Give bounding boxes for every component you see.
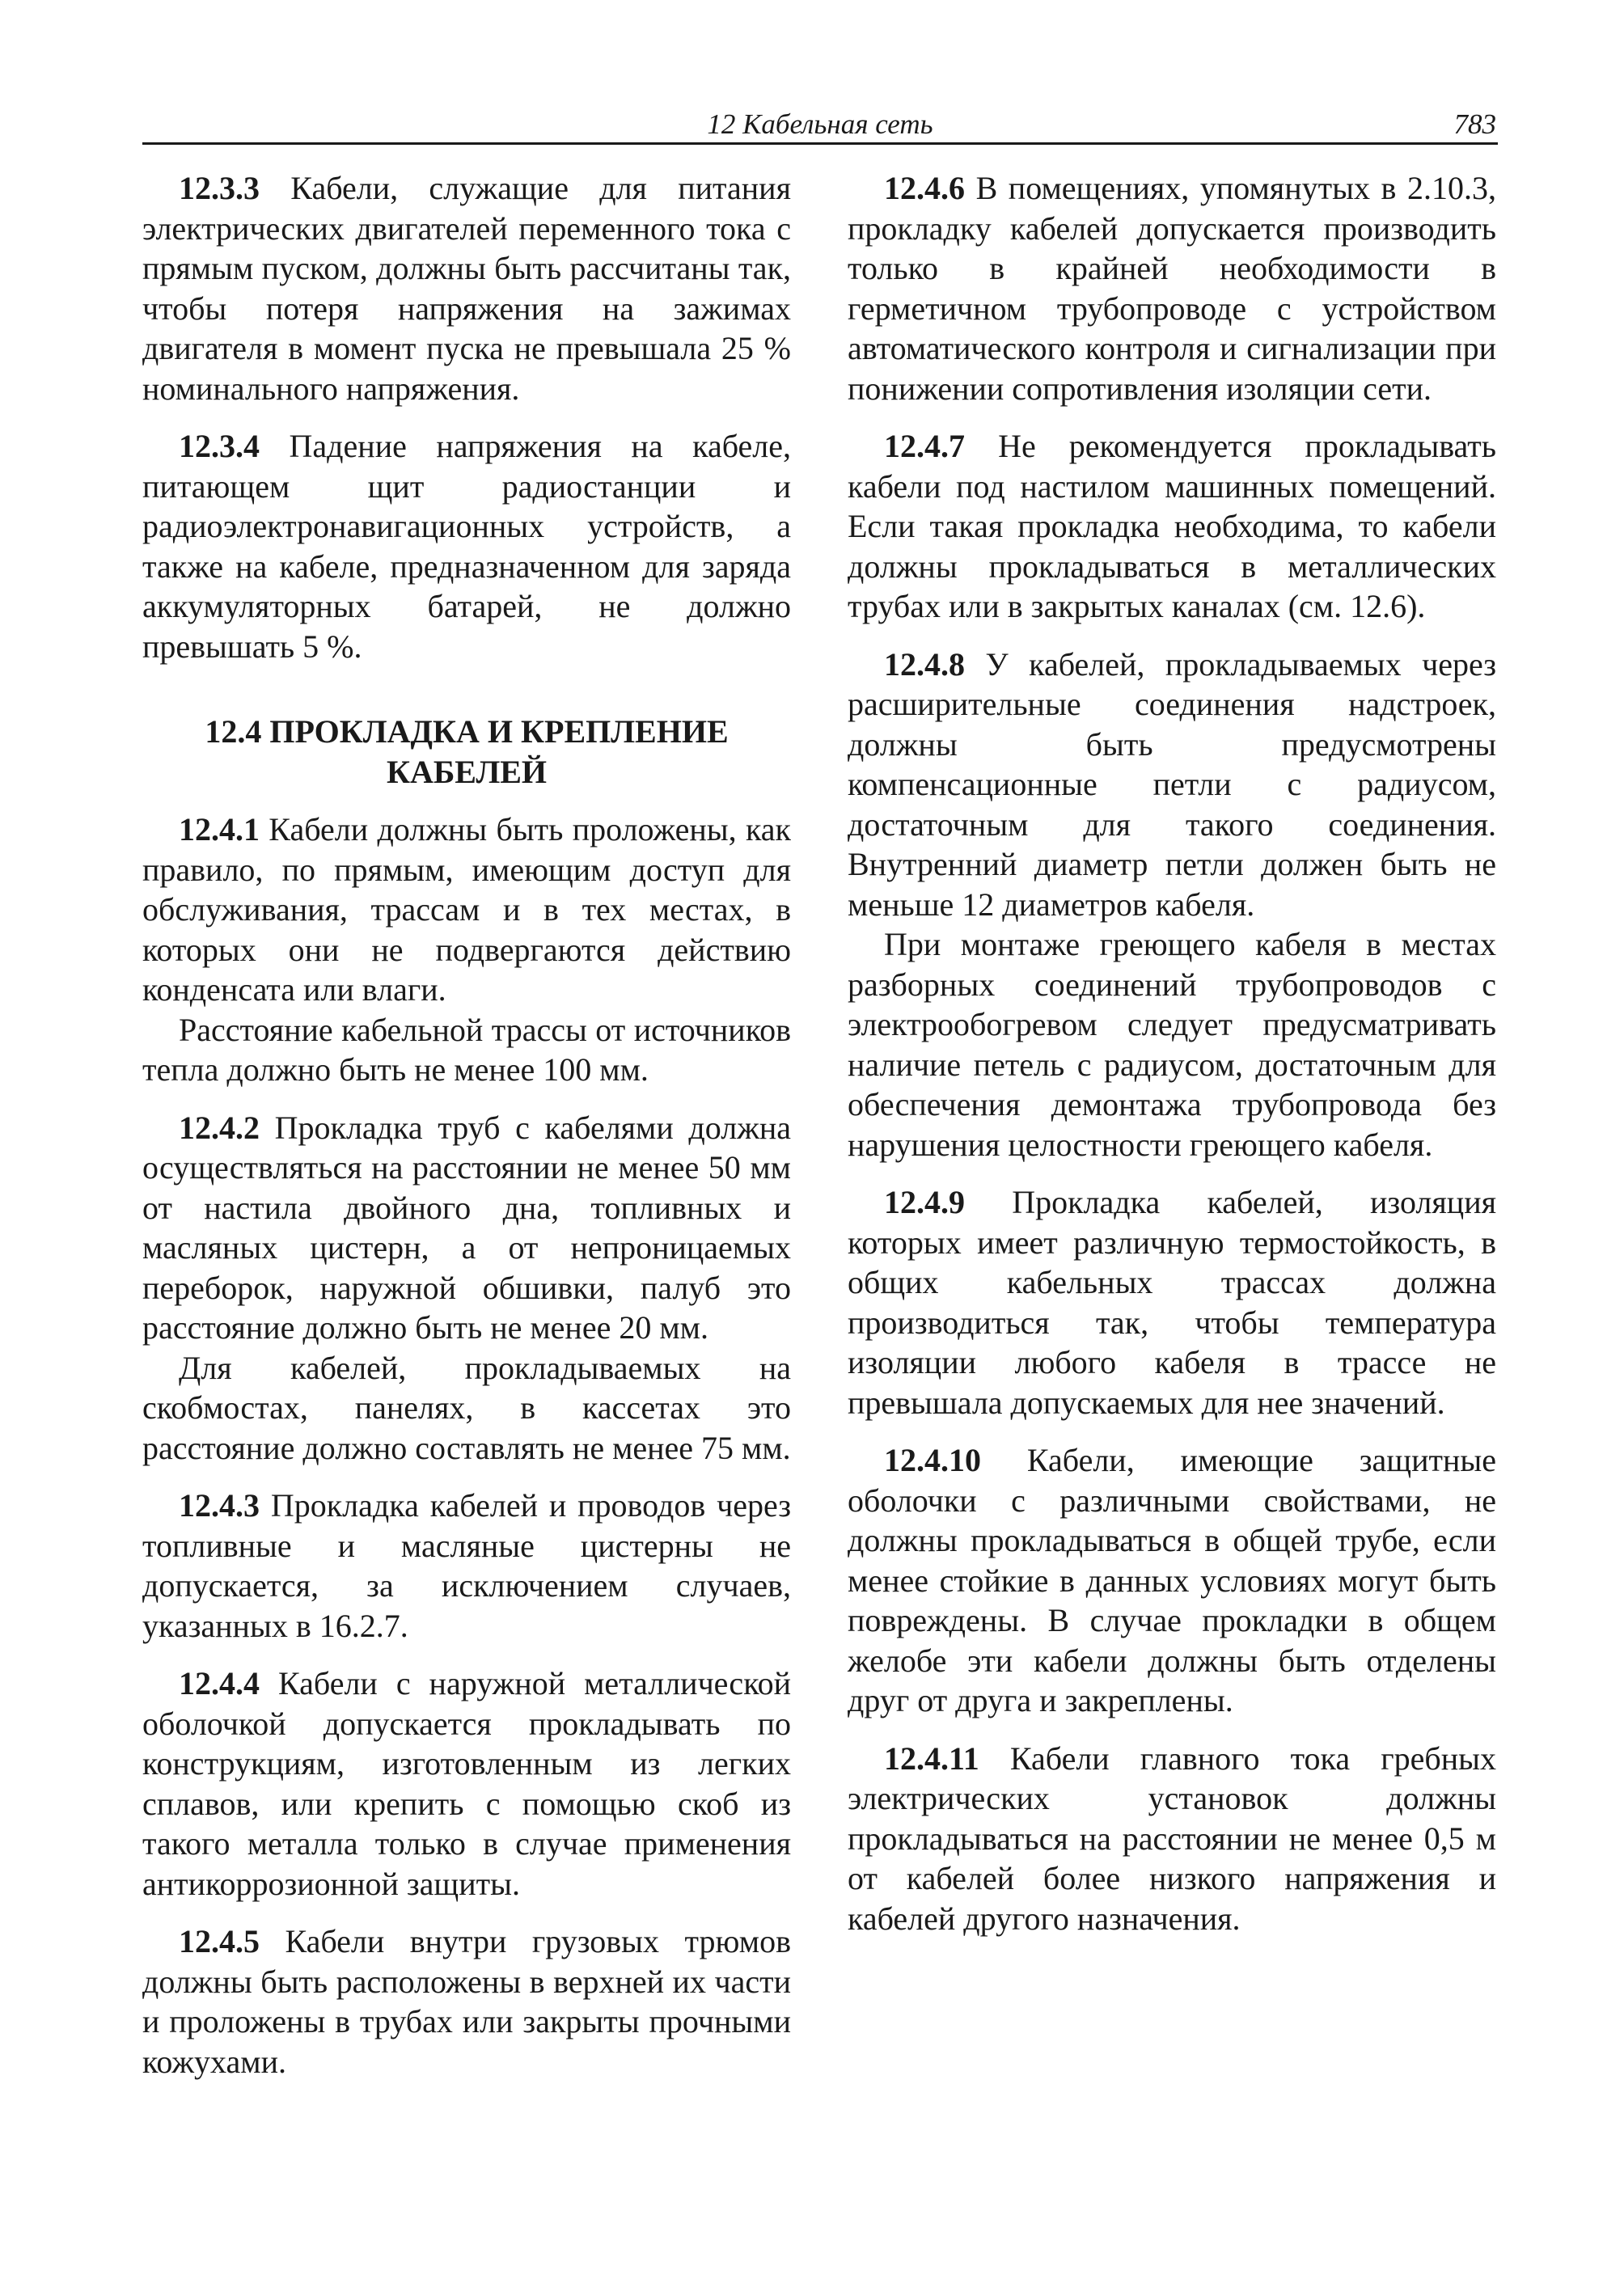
paragraph-12-4-6: [848, 168, 1496, 408]
clause-number: 12.3.4: [179, 428, 260, 464]
paragraph-12-4-5: [142, 1921, 791, 2082]
paragraph-12-4-9: [848, 1182, 1496, 1422]
page-number: 783: [1453, 108, 1496, 140]
clause-number: 12.4.9: [884, 1184, 965, 1220]
section-heading-12-4: [142, 712, 791, 792]
paragraph-12-4-1-continued: Расстояние кабельной трассы от источников тепла должно быть не менее 100 мм.: [142, 1011, 791, 1088]
clause-number: 12.4.5: [179, 1923, 260, 1959]
clause-number: 12.4.2: [179, 1109, 260, 1146]
clause-number: 12.3.3: [179, 170, 260, 206]
clause-number: 12.4.10: [884, 1442, 981, 1478]
paragraph-12-4-3: [142, 1486, 791, 1646]
page-header: [142, 104, 1498, 145]
clause-text: Кабели главного тока гребных электрических установок должны прокладываться на расстоянии не менее 0,5 м от кабелей более низкого напряжения и кабелей другого назначения.: [848, 1739, 1496, 1937]
clause-text: Не рекомендуется прокладывать кабели под настилом машинных помещений. Если такая прокладка необходима, то кабели должны прокладываться в металлических трубах или в закрытых каналах (см. 12.6).: [848, 428, 1496, 624]
paragraph-12-4-2-continued: Для кабелей, прокладываемых на скобмостах, панелях, в кассетах это расстояние должно составлять не менее 75 мм.: [142, 1349, 791, 1466]
clause-number: 12.4.7: [884, 428, 965, 464]
clause-text: Падение напряжения на кабеле, питающем щит радиостанции и радиоэлектронавигационных устройств, а также на кабеле, предназначенном для заряда аккумуляторных батарей, не должно превышать 5 %.: [142, 428, 791, 665]
clause-number: 12.4.8: [884, 645, 965, 683]
clause-number: 12.4.3: [179, 1487, 260, 1524]
left-column: [142, 168, 791, 2082]
clause-text: Кабели с наружной металлической оболочкой допускается прокладывать по конструкциям, изготовленным из легких сплавов, или крепить с помощью скоб из такого металла только в случае применения антикоррозионной защиты.: [142, 1665, 791, 1902]
paragraph-12-4-10: [848, 1440, 1496, 1721]
clause-text: В помещениях, упомянутых в 2.10.3, прокладку кабелей допускается производить только в крайней необходимости в герметичном трубопроводе с устройством автоматического контроля и сигнализации при понижении сопротивления изоляции сети.: [848, 170, 1496, 407]
paragraph-12-4-11: [848, 1739, 1496, 1939]
clause-number: 12.4.4: [179, 1665, 260, 1701]
clause-text: Кабели, служащие для питания электрических двигателей переменного тока с прямым пуском, должны быть рассчитаны так, чтобы потеря напряжения на зажимах двигателя в момент пуска не превышала 25 % номинального напряжения.: [142, 170, 791, 407]
paragraph-12-4-7: [848, 426, 1496, 627]
clause-text: Прокладка кабелей и проводов через топливные и масляные цистерны не допускается, за исключением случаев, указанных в 16.2.7.: [142, 1487, 791, 1644]
paragraph-12-4-8-continued: При монтаже греющего кабеля в местах разборных соединений трубопроводов с электрообогревом следует предусматривать наличие петель с радиусом, достаточным для обеспечения демонтажа трубопровода без нарушения целостности греющего кабеля.: [848, 926, 1496, 1163]
running-title: 12 Кабельная сеть: [707, 108, 933, 140]
clause-number: 12.4.11: [884, 1739, 979, 1777]
paragraph-12-4-4: [142, 1663, 791, 1904]
paragraph-12-3-3: [142, 168, 791, 408]
paragraph-12-4-2: [142, 1108, 791, 1348]
clause-text: Прокладка труб с кабелями должна осуществляться на расстоянии не менее 50 мм от настила двойного дна, топливных и масляных цистерн, а от непроницаемых переборок, наружной обшивки, палуб это расстояние должно быть не менее 20 мм.: [142, 1109, 791, 1346]
paragraph-12-4-8: [848, 645, 1496, 925]
clause-text: У кабелей, прокладываемых через расширительные соединения надстроек, должны быть предусмотрены компенсационные петли с радиусом, достаточным для такого соединения. Внутренний диаметр петли должен быть не меньше 12 диаметров кабеля.: [848, 645, 1496, 923]
paragraph-12-4-1: [142, 809, 791, 1010]
clause-number: 12.4.6: [884, 170, 965, 206]
section-heading-line-1: 12.4 ПРОКЛАДКА И КРЕПЛЕНИЕ: [205, 713, 729, 750]
clause-text: Кабели, имеющие защитные оболочки с различными свойствами, не должны прокладываться в общей трубе, если менее стойкие в данных условиях могут быть повреждены. В случае прокладки в общем желобе эти кабели должны быть отделены друг от друга и закреплены.: [848, 1442, 1496, 1718]
right-column: [848, 168, 1496, 1938]
section-heading-line-2: КАБЕЛЕЙ: [386, 753, 548, 790]
clause-number: 12.4.1: [179, 811, 260, 848]
paragraph-12-3-4: [142, 426, 791, 666]
clause-text: Прокладка кабелей, изоляция которых имеет различную термостойкость, в общих кабельных трассах должна производиться так, чтобы температура изоляции любого кабеля в трассе не превышала допускаемых для нее значений.: [848, 1184, 1496, 1421]
clause-text: Кабели должны быть проложены, как правило, по прямым, имеющим доступ для обслуживания, трассам и в тех местах, в которых они не подвергаются действию конденсата или влаги.: [142, 811, 791, 1008]
clause-text: Кабели внутри грузовых трюмов должны быть расположены в верхней их части и проложены в трубах или закрыты прочными кожухами.: [142, 1923, 791, 2080]
